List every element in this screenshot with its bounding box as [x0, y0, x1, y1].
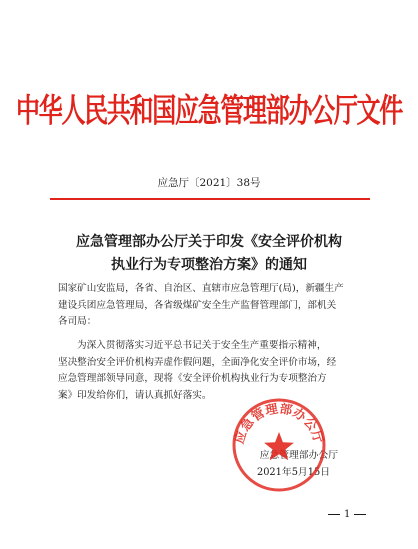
- page-number-dash: [328, 514, 340, 515]
- letterhead-title: 中华人民共和国应急管理部办公厅文件: [16, 90, 402, 130]
- recipients: [58, 281, 364, 331]
- document-number: 应急厅〔2021〕38号: [157, 177, 261, 189]
- body-line: 坚决整治安全评价机构弄虚作假问题，全面净化安全评价市场，经: [58, 356, 337, 368]
- body-paragraph: [58, 338, 364, 404]
- official-seal: [230, 396, 328, 494]
- notice-title-line: 执业行为专项整治方案》的通知: [111, 257, 307, 273]
- issuer-name: 应急管理部办公厅: [259, 450, 338, 461]
- page-number-value: 1: [344, 509, 351, 520]
- body-line: 为深入贯彻落实习近平总书记关于安全生产重要指示精神，: [77, 340, 327, 351]
- page-number-dash: [354, 514, 366, 515]
- recipients-line: 国家矿山安监局，各省、自治区、直辖市应急管理厅(局)，新疆生产: [58, 283, 344, 294]
- seal-arc-text: 应急管理部办公厅: [231, 400, 327, 446]
- red-header-rule: [50, 198, 370, 200]
- recipients-line: 建设兵团应急管理局，各省级煤矿安全生产监督管理部门，部机关: [58, 299, 337, 311]
- notice-title: [0, 231, 418, 277]
- recipients-line: 各司局：: [58, 316, 97, 328]
- star-icon: [264, 432, 294, 460]
- body-line: 案》印发给你们，请认真抓好落实。: [58, 389, 212, 401]
- page-number: [324, 509, 370, 521]
- body-line: 应急管理部领导同意，现将《安全评价机构执业行为专项整治方: [58, 373, 327, 385]
- issue-date: 2021年5月15日: [256, 467, 330, 478]
- notice-title-line: 应急管理部办公厅关于印发《安全评价机构: [76, 234, 342, 250]
